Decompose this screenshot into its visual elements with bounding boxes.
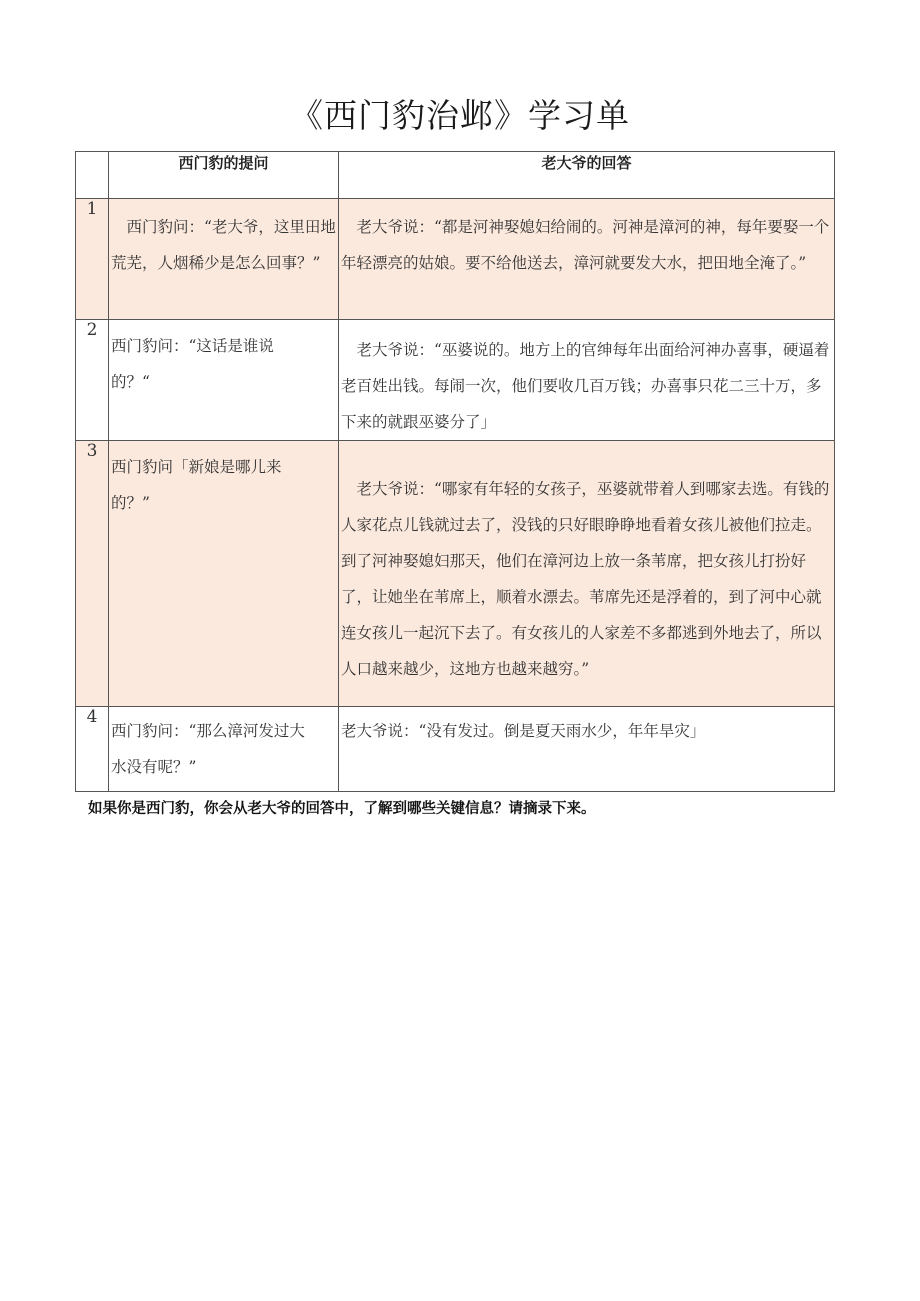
row-number: 1 [76,199,109,320]
table-header-row [76,152,835,199]
answer-text: 老大爷说：“没有发过。倒是夏天雨水少，年年旱灾」 [341,722,706,740]
table-row [76,199,835,320]
header-question: 西门豹的提问 [109,152,339,199]
table-row [76,441,835,707]
page-title: 《西门豹治邺》学习单 [290,96,630,135]
question-cell [109,320,339,441]
question-cell [109,707,339,792]
answer-cell [339,441,835,707]
answer-text: 老大爷说：“巫婆说的。地方上的官绅每年出面给河神办喜事，硬逼着老百姓出钱。每闹一次，他们要收几百万钱；办喜事只花二三十万，多下来的就跟巫婆分了」 [341,341,830,431]
question-text: 西门豹问：“这话是谁说的？“ [111,337,274,391]
question-text: 西门豹问「新娘是哪儿来的？” [111,458,282,512]
header-answer: 老大爷的回答 [339,152,835,199]
question-cell [109,199,339,320]
answer-cell [339,199,835,320]
table-row [76,707,835,792]
study-table [75,151,835,792]
answer-text: 老大爷说：“哪家有年轻的女孩子，巫婆就带着人到哪家去选。有钱的人家花点儿钱就过去了，没钱的只好眼睁睁地看着女孩儿被他们拉走。到了河神娶媳妇那天，他们在漳河边上放一条苇席，把女孩儿打扮好了，让她坐在苇席上，顺着水漂去。苇席先还是浮着的，到了河中心就连女孩儿一起沉下去了。有女孩儿的人家差不多都逃到外地去了，所以人口越来越少，这地方也越来越穷。” [341,480,830,678]
answer-cell [339,707,835,792]
header-num [76,152,109,199]
instruction-text: 如果你是西门豹，你会从老大爷的回答中，了解到哪些关键信息？请摘录下来。 [88,801,596,817]
row-number: 2 [76,320,109,441]
row-number: 4 [76,707,109,792]
row-number: 3 [76,441,109,707]
question-text: 西门豹问：“老大爷，这里田地荒芜，人烟稀少是怎么回事？” [111,218,336,272]
question-cell [109,441,339,707]
table-row [76,320,835,441]
answer-cell [339,320,835,441]
answer-text: 老大爷说：“都是河神娶媳妇给闹的。河神是漳河的神，每年要娶一个年轻漂亮的姑娘。要不给他送去，漳河就要发大水，把田地全淹了。” [341,218,830,272]
question-text: 西门豹问：“那么漳河发过大水没有呢？” [111,722,305,776]
